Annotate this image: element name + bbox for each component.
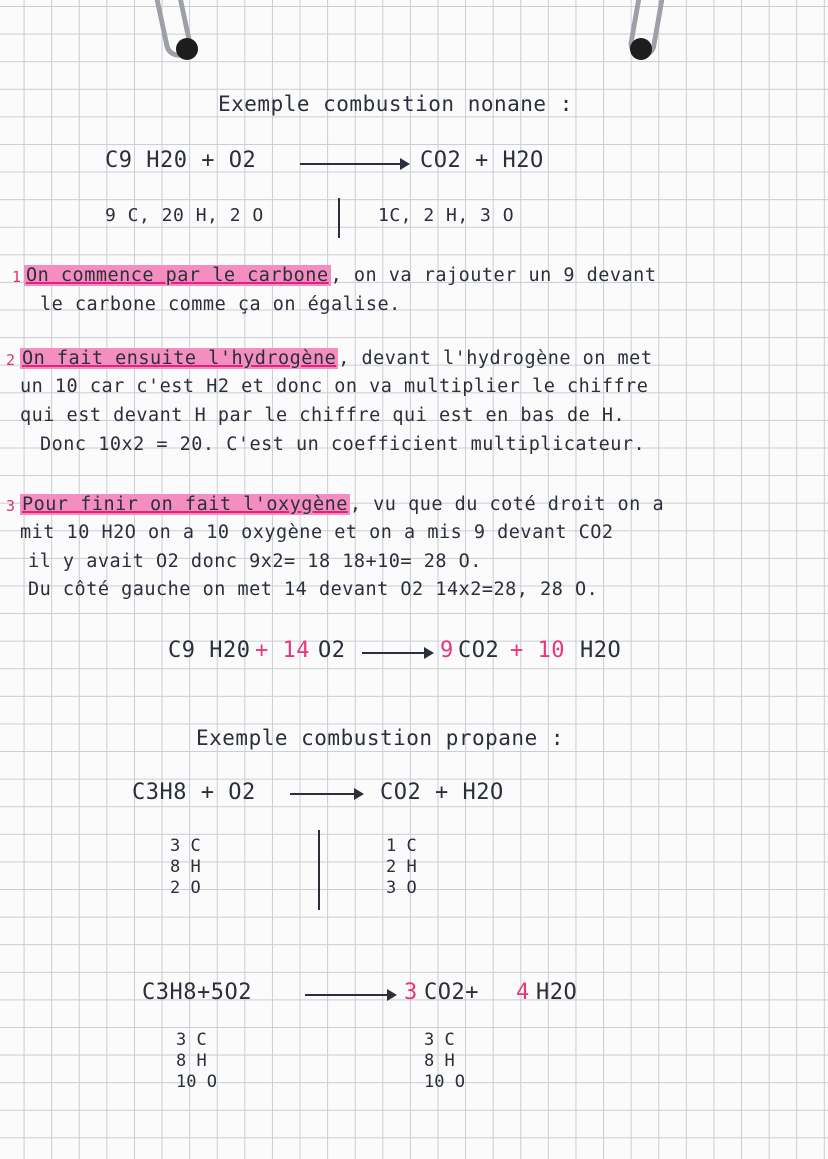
nonane-equation-right: CO2 + H2O bbox=[420, 148, 544, 173]
propane-final-right-atom-o: 10 O bbox=[424, 1072, 465, 1092]
step-2-line-1 bbox=[20, 348, 652, 369]
propane-final-atom-o: 10 O bbox=[176, 1072, 217, 1092]
nonane-balanced-left: C9 H20 bbox=[168, 638, 251, 663]
nonane-coef-co2: 9 bbox=[440, 638, 454, 663]
propane-arrow-icon bbox=[290, 793, 362, 795]
propane-equation-right: CO2 + H2O bbox=[380, 780, 504, 805]
balanced-arrow-icon bbox=[362, 652, 432, 654]
propane-atoms-left bbox=[170, 836, 201, 899]
propane-right-atom-h: 2 H bbox=[386, 857, 417, 877]
propane-equation-left: C3H8 + O2 bbox=[132, 780, 256, 805]
punch-hole-right bbox=[630, 38, 652, 60]
nonane-co2: CO2 bbox=[458, 638, 500, 663]
nonane-equation-left: C9 H20 + O2 bbox=[105, 148, 257, 173]
propane-final-atoms-right bbox=[424, 1030, 465, 1093]
propane-final-atom-c: 3 C bbox=[176, 1030, 207, 1050]
reaction-arrow-icon bbox=[300, 163, 408, 165]
step-1-line-1 bbox=[24, 265, 656, 286]
step-3-line-1 bbox=[20, 494, 664, 515]
propane-h2o: H2O bbox=[536, 980, 578, 1005]
nonane-o2: O2 bbox=[318, 638, 346, 663]
nonane-atoms-left: 9 C, 20 H, 2 O bbox=[105, 205, 264, 226]
propane-balanced-arrow-icon bbox=[305, 994, 395, 996]
step-3-line-4: Du côté gauche on met 14 devant O2 14x2=28, 28 O. bbox=[28, 579, 599, 600]
propane-final-atom-h: 8 H bbox=[176, 1051, 207, 1071]
propane-atoms-right bbox=[386, 836, 417, 899]
propane-right-atom-o: 3 O bbox=[386, 878, 417, 898]
propane-co2: CO2+ bbox=[424, 980, 479, 1005]
propane-coef-co2: 3 bbox=[404, 980, 418, 1005]
step-3-highlight: Pour finir on fait l'oxygène bbox=[22, 494, 348, 515]
step-1-highlight: On commence par le carbone bbox=[26, 265, 329, 286]
example-nonane-title: Exemple combustion nonane : bbox=[218, 92, 573, 116]
separator-line bbox=[338, 198, 340, 238]
step-2-line-2: un 10 car c'est H2 et donc on va multiplier le chiffre bbox=[20, 376, 649, 397]
propane-final-atoms-left bbox=[176, 1030, 217, 1093]
propane-separator-line bbox=[318, 830, 320, 910]
step-2-rest: , devant l'hydrogène on met bbox=[338, 348, 653, 369]
propane-atom-o: 2 O bbox=[170, 878, 201, 898]
step-2-highlight: On fait ensuite l'hydrogène bbox=[22, 348, 337, 369]
nonane-atoms-right: 1C, 2 H, 3 O bbox=[378, 205, 515, 226]
example-propane-title: Exemple combustion propane : bbox=[196, 726, 565, 750]
propane-balanced-left: C3H8+5O2 bbox=[142, 980, 252, 1005]
step-number-2: 2 bbox=[6, 351, 16, 369]
propane-coef-h2o: 4 bbox=[516, 980, 530, 1005]
nonane-coef-o2: + 14 bbox=[255, 638, 310, 663]
step-3-rest: , vu que du coté droit on a bbox=[349, 494, 665, 515]
step-2-line-4: Donc 10x2 = 20. C'est un coefficient multiplicateur. bbox=[40, 434, 646, 455]
propane-atom-c: 3 C bbox=[170, 836, 201, 856]
propane-final-right-atom-h: 8 H bbox=[424, 1051, 455, 1071]
nonane-coef-h2o: + 10 bbox=[510, 638, 565, 663]
step-number-1: 1 bbox=[12, 268, 22, 286]
propane-right-atom-c: 1 C bbox=[386, 836, 417, 856]
step-1-rest: , on va rajouter un 9 devant bbox=[330, 265, 657, 286]
step-1-line-2: le carbone comme ça on égalise. bbox=[40, 294, 401, 315]
step-3-line-3: il y avait O2 donc 9x2= 18 18+10= 28 O. bbox=[28, 551, 482, 572]
step-number-3: 3 bbox=[6, 497, 16, 515]
punch-hole-left bbox=[176, 38, 198, 60]
step-2-line-3: qui est devant H par le chiffre qui est en bas de H. bbox=[20, 405, 626, 426]
step-3-line-2: mit 10 H2O on a 10 oxygène et on a mis 9 devant CO2 bbox=[20, 522, 614, 543]
nonane-h2o: H2O bbox=[580, 638, 622, 663]
propane-final-right-atom-c: 3 C bbox=[424, 1030, 455, 1050]
propane-atom-h: 8 H bbox=[170, 857, 201, 877]
